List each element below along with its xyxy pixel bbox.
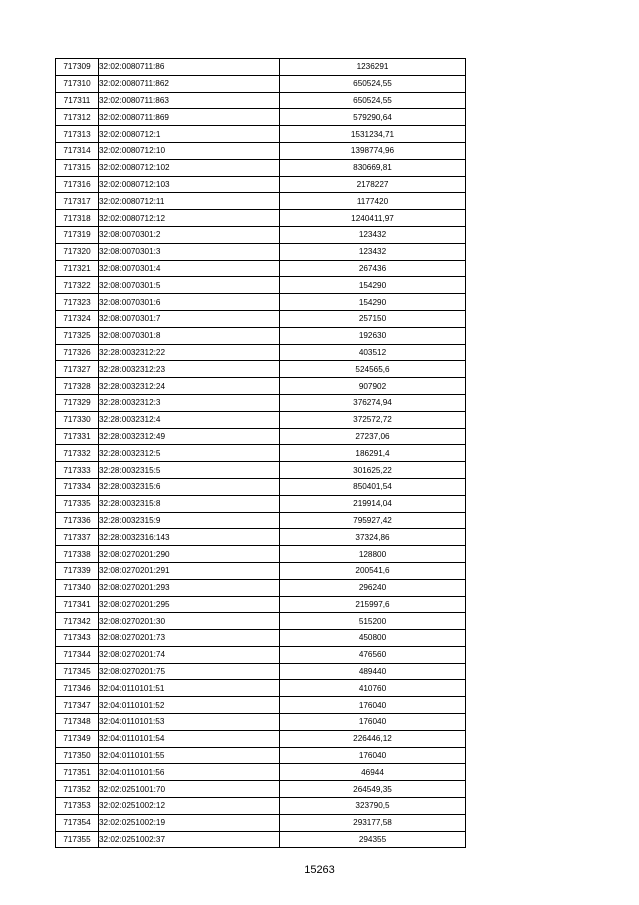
table-row: [56, 411, 466, 428]
cadastral-value-cell: 376274,94: [280, 394, 466, 411]
cadastral-value-cell: 1240411,97: [280, 210, 466, 227]
table-row: [56, 327, 466, 344]
cadastral-number-cell: 32:08:0070301:2: [99, 226, 280, 243]
table-row: [56, 697, 466, 714]
row-id-cell: 717353: [56, 798, 99, 815]
cadastral-number-cell: 32:08:0270201:290: [99, 546, 280, 563]
table-row: [56, 764, 466, 781]
row-id-cell: 717338: [56, 546, 99, 563]
cadastral-value-cell: 264549,35: [280, 781, 466, 798]
row-id-cell: 717336: [56, 512, 99, 529]
cadastral-number-cell: 32:08:0270201:293: [99, 579, 280, 596]
cadastral-number-cell: 32:28:0032312:49: [99, 428, 280, 445]
cadastral-value-cell: 257150: [280, 310, 466, 327]
table-row: [56, 831, 466, 848]
table-row: [56, 159, 466, 176]
cadastral-value-cell: 226446,12: [280, 730, 466, 747]
cadastral-number-cell: 32:02:0080712:1: [99, 126, 280, 143]
cadastral-number-cell: 32:02:0080711:862: [99, 75, 280, 92]
cadastral-number-cell: 32:28:0032312:3: [99, 394, 280, 411]
cadastral-value-cell: 650524,55: [280, 92, 466, 109]
cadastral-number-cell: 32:28:0032312:22: [99, 344, 280, 361]
table-row: [56, 646, 466, 663]
table-row: [56, 176, 466, 193]
cadastral-value-cell: 200541,6: [280, 562, 466, 579]
cadastral-value-cell: 450800: [280, 630, 466, 647]
row-id-cell: 717323: [56, 294, 99, 311]
cadastral-number-cell: 32:04:0110101:51: [99, 680, 280, 697]
cadastral-value-cell: 1398774,96: [280, 142, 466, 159]
cadastral-value-cell: 830669,81: [280, 159, 466, 176]
cadastral-value-cell: 650524,55: [280, 75, 466, 92]
table-row: [56, 663, 466, 680]
row-id-cell: 717349: [56, 730, 99, 747]
row-id-cell: 717345: [56, 663, 99, 680]
cadastral-number-cell: 32:02:0251001:70: [99, 781, 280, 798]
table-row: [56, 294, 466, 311]
row-id-cell: 717347: [56, 697, 99, 714]
table-row: [56, 630, 466, 647]
cadastral-value-cell: 186291,4: [280, 445, 466, 462]
cadastral-value-cell: 296240: [280, 579, 466, 596]
cadastral-value-cell: 154290: [280, 277, 466, 294]
cadastral-number-cell: 32:08:0270201:295: [99, 596, 280, 613]
cadastral-number-cell: 32:08:0070301:7: [99, 310, 280, 327]
cadastral-value-table: [55, 58, 466, 848]
cadastral-number-cell: 32:02:0080712:102: [99, 159, 280, 176]
row-id-cell: 717317: [56, 193, 99, 210]
row-id-cell: 717350: [56, 747, 99, 764]
cadastral-number-cell: 32:02:0080712:11: [99, 193, 280, 210]
table-row: [56, 462, 466, 479]
table-row: [56, 361, 466, 378]
row-id-cell: 717348: [56, 714, 99, 731]
row-id-cell: 717320: [56, 243, 99, 260]
table-row: [56, 495, 466, 512]
cadastral-number-cell: 32:08:0270201:291: [99, 562, 280, 579]
cadastral-number-cell: 32:02:0251002:37: [99, 831, 280, 848]
cadastral-value-cell: 515200: [280, 613, 466, 630]
cadastral-value-cell: 372572,72: [280, 411, 466, 428]
table-row: [56, 781, 466, 798]
table-row: [56, 142, 466, 159]
cadastral-number-cell: 32:04:0110101:53: [99, 714, 280, 731]
table-row: [56, 546, 466, 563]
cadastral-number-cell: 32:04:0110101:52: [99, 697, 280, 714]
cadastral-value-cell: 2178227: [280, 176, 466, 193]
row-id-cell: 717319: [56, 226, 99, 243]
cadastral-number-cell: 32:02:0251002:12: [99, 798, 280, 815]
table-row: [56, 428, 466, 445]
table-row: [56, 680, 466, 697]
cadastral-number-cell: 32:08:0070301:4: [99, 260, 280, 277]
cadastral-number-cell: 32:02:0080712:103: [99, 176, 280, 193]
table-row: [56, 59, 466, 76]
cadastral-number-cell: 32:08:0270201:73: [99, 630, 280, 647]
cadastral-value-cell: 176040: [280, 714, 466, 731]
cadastral-number-cell: 32:02:0080712:12: [99, 210, 280, 227]
row-id-cell: 717333: [56, 462, 99, 479]
row-id-cell: 717343: [56, 630, 99, 647]
cadastral-number-cell: 32:08:0070301:8: [99, 327, 280, 344]
cadastral-number-cell: 32:02:0251002:19: [99, 814, 280, 831]
table-row: [56, 310, 466, 327]
cadastral-value-cell: 323790,5: [280, 798, 466, 815]
row-id-cell: 717325: [56, 327, 99, 344]
table-row: [56, 226, 466, 243]
cadastral-value-cell: 215997,6: [280, 596, 466, 613]
cadastral-value-cell: 1236291: [280, 59, 466, 76]
row-id-cell: 717312: [56, 109, 99, 126]
cadastral-number-cell: 32:04:0110101:55: [99, 747, 280, 764]
row-id-cell: 717346: [56, 680, 99, 697]
cadastral-value-cell: 850401,54: [280, 478, 466, 495]
row-id-cell: 717321: [56, 260, 99, 277]
cadastral-value-cell: 128800: [280, 546, 466, 563]
cadastral-value-cell: 410760: [280, 680, 466, 697]
row-id-cell: 717316: [56, 176, 99, 193]
cadastral-value-cell: 1531234,71: [280, 126, 466, 143]
cadastral-number-cell: 32:28:0032315:6: [99, 478, 280, 495]
row-id-cell: 717339: [56, 562, 99, 579]
cadastral-number-cell: 32:28:0032312:24: [99, 378, 280, 395]
table-row: [56, 378, 466, 395]
row-id-cell: 717354: [56, 814, 99, 831]
row-id-cell: 717327: [56, 361, 99, 378]
table-row: [56, 260, 466, 277]
table-row: [56, 193, 466, 210]
cadastral-number-cell: 32:08:0270201:74: [99, 646, 280, 663]
cadastral-number-cell: 32:28:0032315:5: [99, 462, 280, 479]
row-id-cell: 717313: [56, 126, 99, 143]
row-id-cell: 717326: [56, 344, 99, 361]
cadastral-value-cell: 795927,42: [280, 512, 466, 529]
table-row: [56, 529, 466, 546]
cadastral-number-cell: 32:28:0032312:5: [99, 445, 280, 462]
cadastral-number-cell: 32:28:0032315:8: [99, 495, 280, 512]
table-row: [56, 394, 466, 411]
cadastral-value-cell: 1177420: [280, 193, 466, 210]
row-id-cell: 717355: [56, 831, 99, 848]
row-id-cell: 717335: [56, 495, 99, 512]
page-number: 15263: [304, 864, 335, 876]
table-row: [56, 277, 466, 294]
cadastral-value-cell: 37324,86: [280, 529, 466, 546]
cadastral-value-cell: 219914,04: [280, 495, 466, 512]
cadastral-number-cell: 32:02:0080711:86: [99, 59, 280, 76]
cadastral-value-cell: 267436: [280, 260, 466, 277]
row-id-cell: 717324: [56, 310, 99, 327]
row-id-cell: 717311: [56, 92, 99, 109]
table-row: [56, 562, 466, 579]
cadastral-number-cell: 32:02:0080711:863: [99, 92, 280, 109]
cadastral-value-cell: 46944: [280, 764, 466, 781]
cadastral-value-cell: 293177,58: [280, 814, 466, 831]
cadastral-value-cell: 907902: [280, 378, 466, 395]
cadastral-value-cell: 176040: [280, 697, 466, 714]
cadastral-number-cell: 32:08:0270201:30: [99, 613, 280, 630]
table-row: [56, 730, 466, 747]
cadastral-value-cell: 27237,06: [280, 428, 466, 445]
cadastral-value-cell: 524565,6: [280, 361, 466, 378]
table-row: [56, 243, 466, 260]
cadastral-number-cell: 32:04:0110101:56: [99, 764, 280, 781]
row-id-cell: 717344: [56, 646, 99, 663]
table-row: [56, 613, 466, 630]
row-id-cell: 717330: [56, 411, 99, 428]
row-id-cell: 717310: [56, 75, 99, 92]
cadastral-number-cell: 32:02:0080712:10: [99, 142, 280, 159]
row-id-cell: 717328: [56, 378, 99, 395]
table-row: [56, 596, 466, 613]
cadastral-value-cell: 294355: [280, 831, 466, 848]
table-row: [56, 92, 466, 109]
table-body: [56, 59, 466, 848]
row-id-cell: 717342: [56, 613, 99, 630]
cadastral-number-cell: 32:28:0032312:23: [99, 361, 280, 378]
table-row: [56, 714, 466, 731]
cadastral-number-cell: 32:08:0070301:5: [99, 277, 280, 294]
table-row: [56, 579, 466, 596]
cadastral-value-cell: 123432: [280, 226, 466, 243]
cadastral-number-cell: 32:28:0032312:4: [99, 411, 280, 428]
table-row: [56, 109, 466, 126]
row-id-cell: 717322: [56, 277, 99, 294]
cadastral-number-cell: 32:04:0110101:54: [99, 730, 280, 747]
table-row: [56, 75, 466, 92]
row-id-cell: 717340: [56, 579, 99, 596]
cadastral-value-cell: 579290,64: [280, 109, 466, 126]
row-id-cell: 717331: [56, 428, 99, 445]
table-row: [56, 344, 466, 361]
table-row: [56, 126, 466, 143]
cadastral-value-cell: 489440: [280, 663, 466, 680]
table-row: [56, 210, 466, 227]
cadastral-value-cell: 192630: [280, 327, 466, 344]
table-row: [56, 747, 466, 764]
row-id-cell: 717337: [56, 529, 99, 546]
cadastral-number-cell: 32:08:0070301:3: [99, 243, 280, 260]
cadastral-number-cell: 32:28:0032315:9: [99, 512, 280, 529]
row-id-cell: 717314: [56, 142, 99, 159]
table-row: [56, 798, 466, 815]
row-id-cell: 717334: [56, 478, 99, 495]
cadastral-value-cell: 476560: [280, 646, 466, 663]
table-row: [56, 445, 466, 462]
row-id-cell: 717318: [56, 210, 99, 227]
cadastral-value-cell: 301625,22: [280, 462, 466, 479]
cadastral-value-cell: 176040: [280, 747, 466, 764]
table-row: [56, 478, 466, 495]
cadastral-number-cell: 32:02:0080711:869: [99, 109, 280, 126]
cadastral-number-cell: 32:28:0032316:143: [99, 529, 280, 546]
table-row: [56, 512, 466, 529]
row-id-cell: 717341: [56, 596, 99, 613]
row-id-cell: 717309: [56, 59, 99, 76]
cadastral-number-cell: 32:08:0270201:75: [99, 663, 280, 680]
cadastral-value-cell: 403512: [280, 344, 466, 361]
table-row: [56, 814, 466, 831]
cadastral-value-cell: 154290: [280, 294, 466, 311]
row-id-cell: 717351: [56, 764, 99, 781]
cadastral-value-cell: 123432: [280, 243, 466, 260]
row-id-cell: 717332: [56, 445, 99, 462]
cadastral-number-cell: 32:08:0070301:6: [99, 294, 280, 311]
row-id-cell: 717329: [56, 394, 99, 411]
row-id-cell: 717315: [56, 159, 99, 176]
row-id-cell: 717352: [56, 781, 99, 798]
